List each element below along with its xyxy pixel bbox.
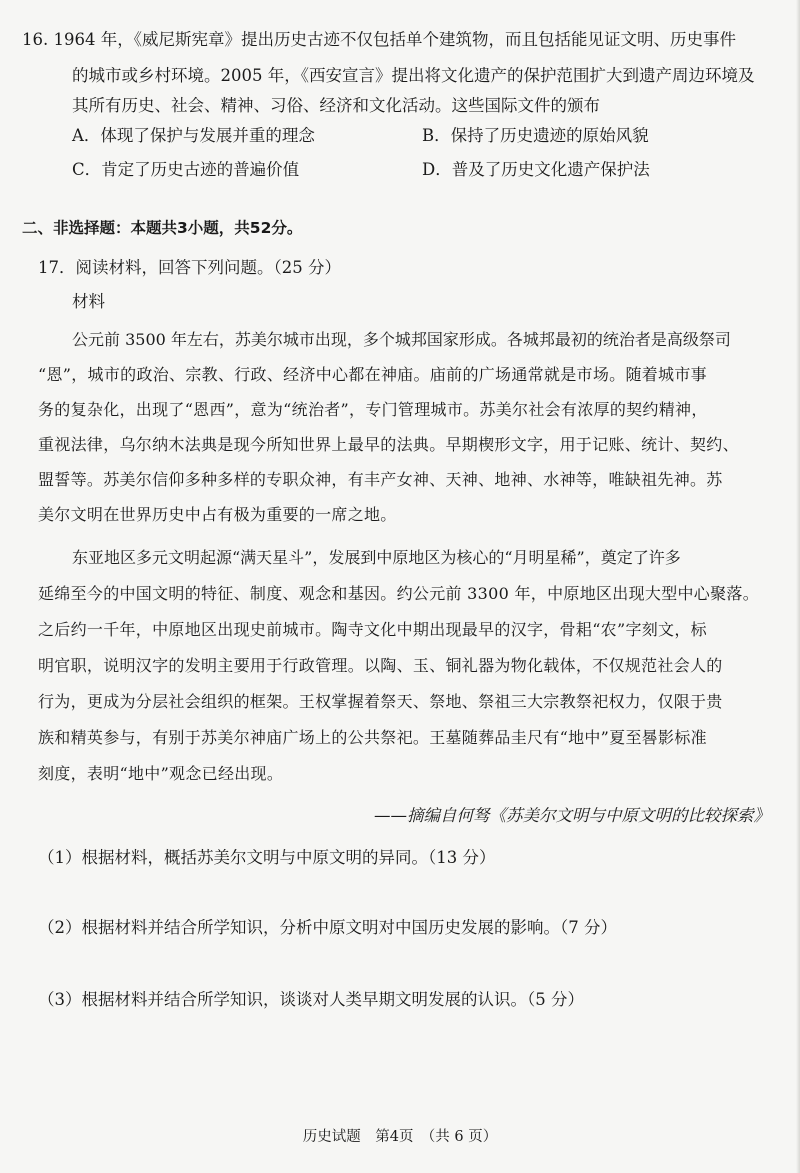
section-2-heading: 二、非选择题：本题共3小题，共52分。 (22, 219, 303, 237)
para1-line-2: “恩”，城市的政治、宗教、行政、经济中心都在神庙。庙前的广场通常就是市场。随着城市事 (38, 365, 707, 384)
q16-stem-line-2: 的城市或乡村环境。2005 年，《西安宣言》提出将文化遗产的保护范围扩大到遗产周边环境及 (72, 66, 755, 85)
q17-sub-3: （3）根据材料并结合所学知识，谈谈对人类早期文明发展的认识。（5 分） (38, 990, 584, 1009)
para2-line-1: 东亚地区多元文明起源“满天星斗”，发展到中原地区为核心的“月明星稀”，奠定了许多 (72, 548, 681, 567)
para1-line-5: 盟誓等。苏美尔信仰多种多样的专职众神，有丰产女神、天神、地神、水神等，唯缺祖先神。苏 (38, 470, 723, 489)
q17-sub-2: （2）根据材料并结合所学知识，分析中原文明对中国历史发展的影响。（7 分） (38, 918, 617, 937)
para2-line-2: 延绵至今的中国文明的特征、制度、观念和基因。约公元前 3300 年，中原地区出现大型中心聚落。 (38, 584, 759, 603)
q16-option-d: D．普及了历史文化遗产保护法 (422, 160, 650, 179)
q16-option-b: B．保持了历史遗迹的原始风貌 (422, 126, 649, 145)
material-source: ——摘编自何驽《苏美尔文明与中原文明的比较探索》 (374, 806, 770, 825)
q17-sub-1: （1）根据材料，概括苏美尔文明与中原文明的异同。（13 分） (38, 848, 496, 867)
para2-line-6: 族和精英参与，有别于苏美尔神庙广场上的公共祭祀。王墓随葬品圭尺有“地中”夏至晷影标准 (38, 728, 707, 747)
para2-line-5: 行为，更成为分层社会组织的框架。王权掌握着祭天、祭地、祭祖三大宗教祭祀权力，仅限于贵 (38, 692, 723, 711)
para2-line-4: 明官职，说明汉字的发明主要用于行政管理。以陶、玉、铜礼器为物化载体，不仅规范社会人的 (38, 656, 723, 675)
page-footer: 历史试题 第4页 （共 6 页） (302, 1129, 498, 1145)
para1-line-1: 公元前 3500 年左右，苏美尔城市出现，多个城邦国家形成。各城邦最初的统治者是高级祭司 (72, 330, 731, 349)
material-title: 材料 (72, 292, 105, 311)
q16-stem-line-1: 16. 1964 年，《威尼斯宪章》提出历史古迹不仅包括单个建筑物，而且包括能见证文明、历史事件 (22, 30, 736, 49)
q16-option-a: A．体现了保护与发展并重的理念 (72, 126, 315, 145)
para1-line-6: 美尔文明在世界历史中占有极为重要的一席之地。 (38, 505, 397, 524)
page-edge-shadow (796, 0, 800, 1173)
para2-line-3: 之后约一千年，中原地区出现史前城市。陶寺文化中期出现最早的汉字，骨耜“农”字刻文，标 (38, 620, 707, 639)
para1-line-3: 务的复杂化，出现了“恩西”，意为“统治者”，专门管理城市。苏美尔社会有浓厚的契约精神， (38, 400, 708, 419)
q16-option-c: C．肯定了历史古迹的普遍价值 (72, 160, 300, 179)
para1-line-4: 重视法律，乌尔纳木法典是现今所知世界上最早的法典。早期楔形文字，用于记账、统计、契约、 (38, 435, 739, 454)
para2-line-7: 刻度，表明“地中”观念已经出现。 (38, 764, 284, 783)
q17-prompt: 17．阅读材料，回答下列问题。（25 分） (38, 258, 341, 277)
q16-stem-line-3: 其所有历史、社会、精神、习俗、经济和文化活动。这些国际文件的颁布 (72, 96, 600, 115)
